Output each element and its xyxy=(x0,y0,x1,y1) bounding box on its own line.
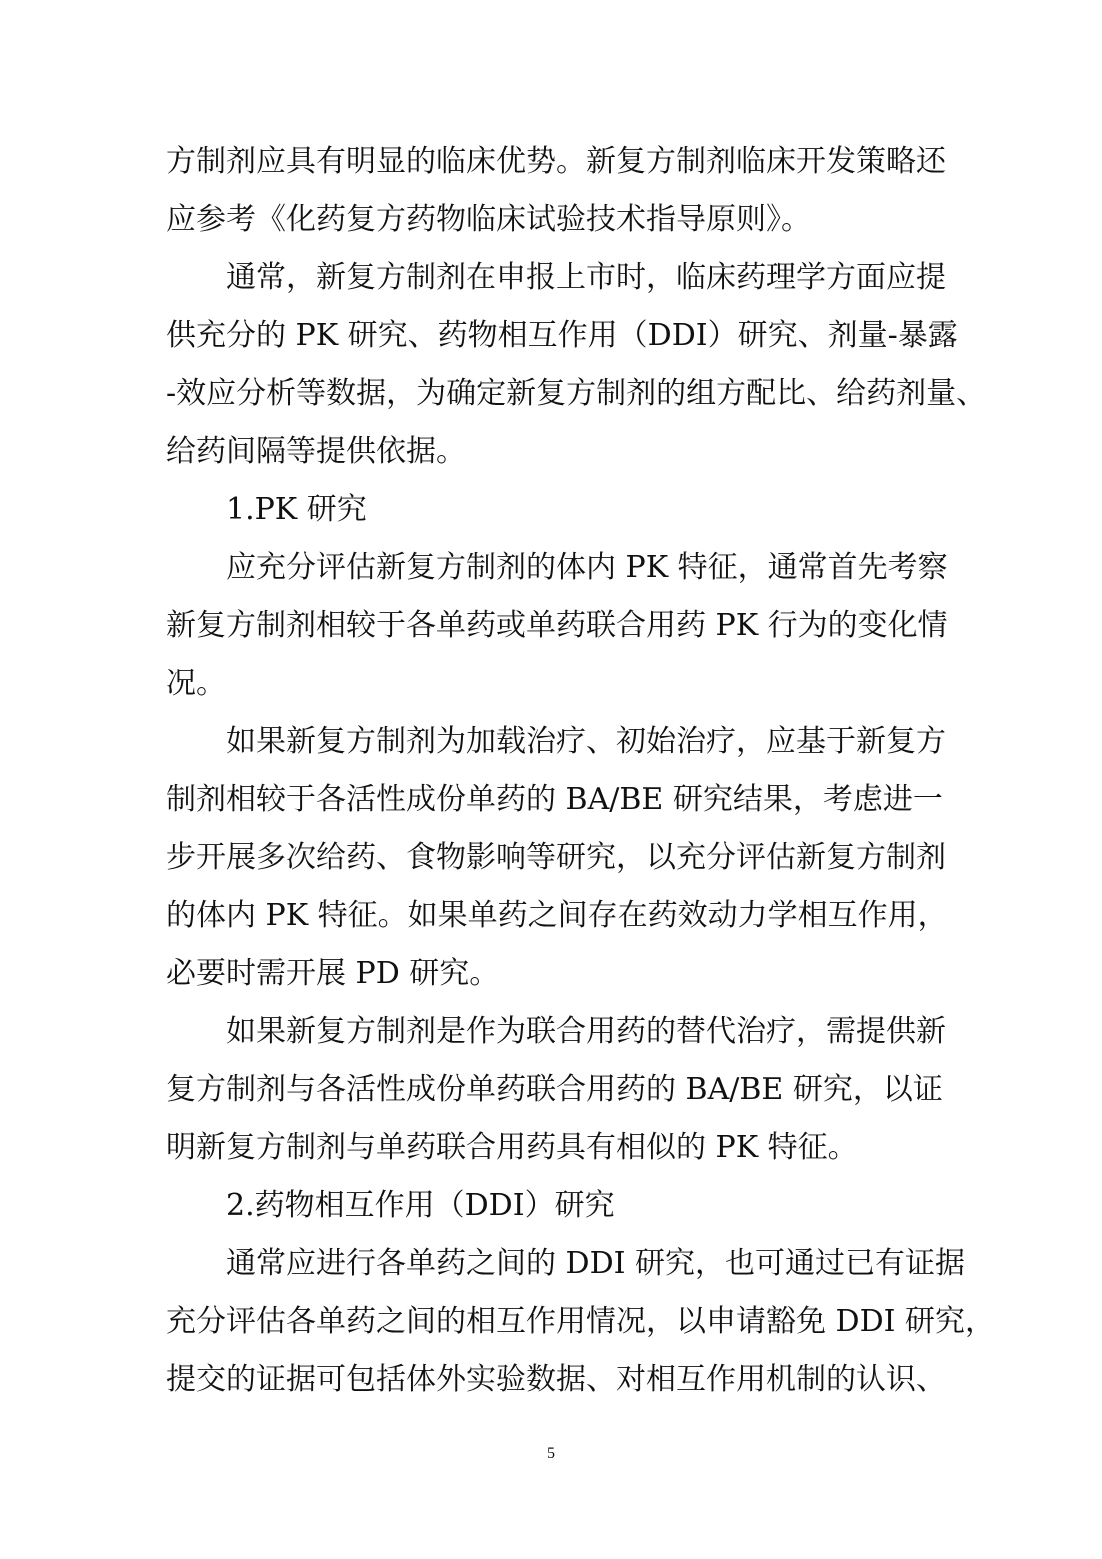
paragraph-start: 如果新复方制剂是作为联合用药的替代治疗，需提供新 xyxy=(226,1014,946,1049)
text-line: 必要时需开展 PD 研究。 xyxy=(166,956,500,991)
paragraph-start: 应充分评估新复方制剂的体内 PK 特征，通常首先考察 xyxy=(226,550,948,585)
text-line: 供充分的 PK 研究、药物相互作用（DDI）研究、剂量-暴露 xyxy=(166,318,958,353)
paragraph-start: 通常，新复方制剂在申报上市时，临床药理学方面应提 xyxy=(226,260,946,295)
text-line: 提交的证据可包括体外实验数据、对相互作用机制的认识、 xyxy=(166,1362,946,1397)
section-heading-pk: 1.PK 研究 xyxy=(226,492,367,527)
text-line: 况。 xyxy=(166,666,226,701)
text-line: 制剂相较于各活性成份单药的 BA/BE 研究结果，考虑进一 xyxy=(166,782,943,817)
page-number: 5 xyxy=(547,1445,555,1462)
text-line: 给药间隔等提供依据。 xyxy=(166,434,466,469)
section-heading-ddi: 2.药物相互作用（DDI）研究 xyxy=(226,1188,615,1223)
paragraph-start: 通常应进行各单药之间的 DDI 研究，也可通过已有证据 xyxy=(226,1246,966,1281)
paragraph-start: 如果新复方制剂为加载治疗、初始治疗，应基于新复方 xyxy=(226,724,946,759)
text-line: 的体内 PK 特征。如果单药之间存在药效动力学相互作用， xyxy=(166,898,948,933)
body-text xyxy=(166,133,996,1409)
text-line: 充分评估各单药之间的相互作用情况，以申请豁免 DDI 研究， xyxy=(166,1304,996,1339)
text-line: 新复方制剂相较于各单药或单药联合用药 PK 行为的变化情 xyxy=(166,608,948,643)
text-line: 步开展多次给药、食物影响等研究，以充分评估新复方制剂 xyxy=(166,840,946,875)
text-line: 复方制剂与各活性成份单药联合用药的 BA/BE 研究，以证 xyxy=(166,1072,943,1107)
text-line: 应参考《化药复方药物临床试验技术指导原则》。 xyxy=(166,202,811,237)
text-line: -效应分析等数据，为确定新复方制剂的组方配比、给药剂量、 xyxy=(166,376,987,411)
text-line: 方制剂应具有明显的临床优势。新复方制剂临床开发策略还 xyxy=(166,144,946,179)
text-line: 明新复方制剂与单药联合用药具有相似的 PK 特征。 xyxy=(166,1130,858,1165)
